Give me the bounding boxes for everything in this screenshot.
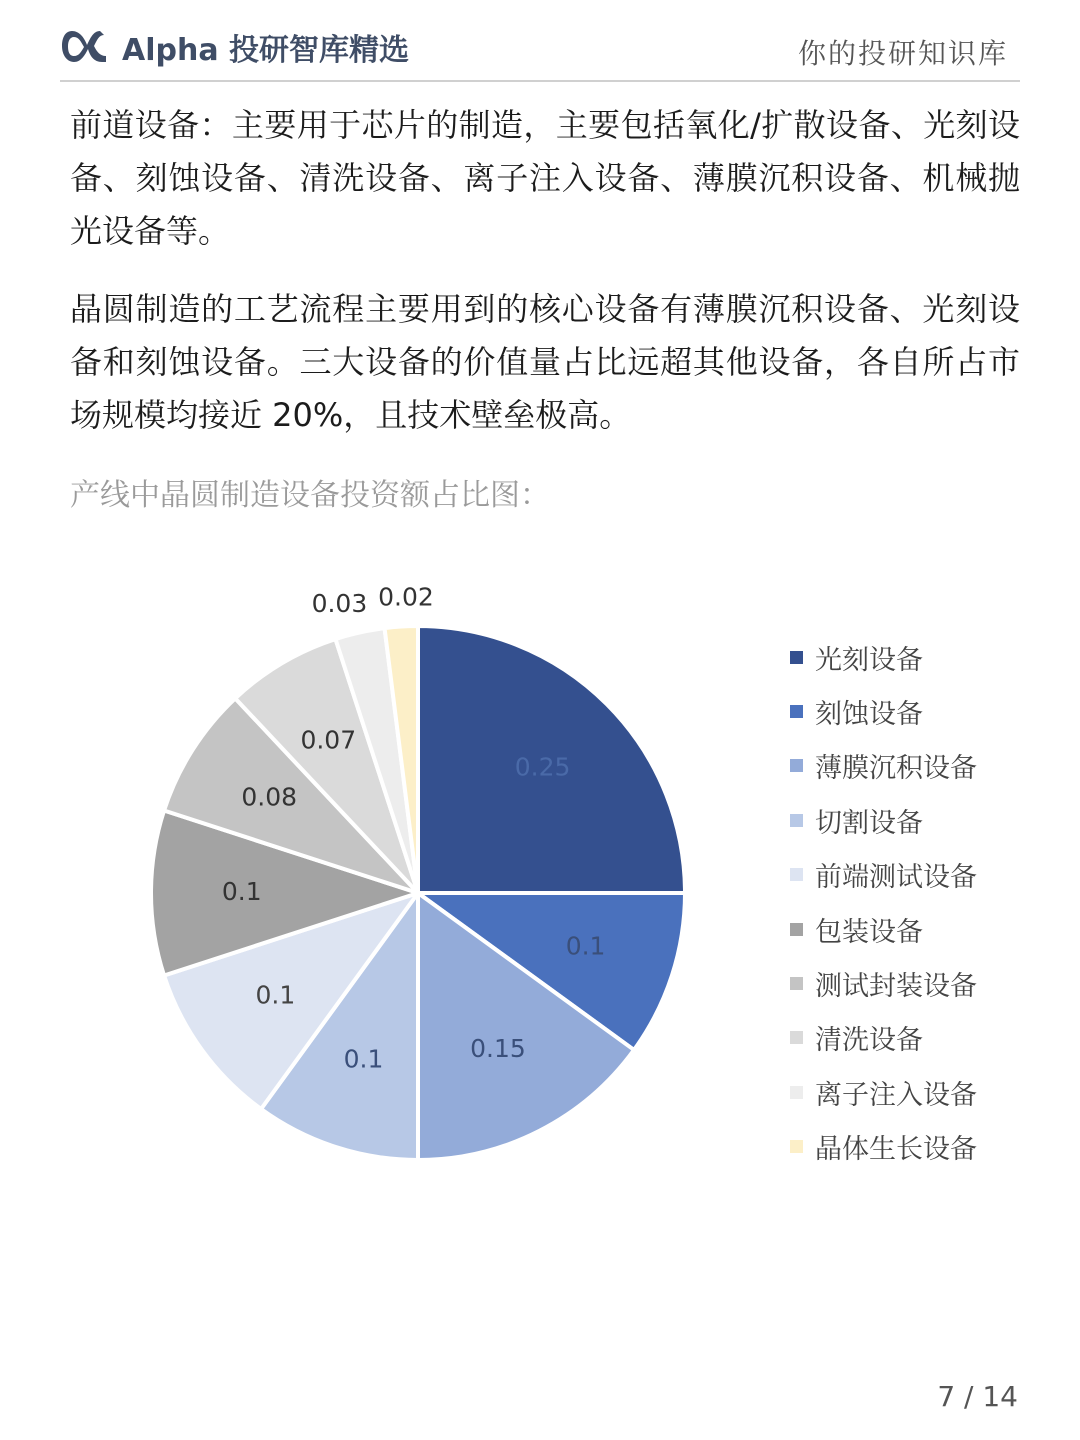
legend-item-7 [790,956,1050,1010]
legend-swatch [790,868,803,881]
pie-label-6: 0.1 [221,877,262,906]
chart-caption: 产线中晶圆制造设备投资额占比图： [70,478,550,513]
chart-legend [790,630,1050,1174]
legend-swatch [790,1140,803,1153]
brand-logo [60,22,409,72]
legend-label: 包装设备 [815,916,923,948]
pie-label-9: 0.03 [311,588,368,618]
page-number: 7 / 14 [937,1380,1018,1413]
pie-label-8: 0.07 [300,725,357,755]
legend-item-6 [790,902,1050,956]
pie-label-7: 0.08 [241,782,298,812]
legend-label: 薄膜沉积设备 [815,753,977,785]
legend-label: 清洗设备 [815,1025,923,1057]
legend-label: 切割设备 [815,807,923,839]
alpha-logo-icon [60,25,116,69]
legend-swatch [790,923,803,936]
legend-item-9 [790,1065,1050,1119]
legend-swatch [790,759,803,772]
legend-swatch [790,705,803,718]
legend-label: 前端测试设备 [815,862,977,894]
pie-label-2: 0.1 [565,931,606,961]
legend-item-8 [790,1011,1050,1065]
legend-item-5 [790,848,1050,902]
paragraph-front-end-equipment: 前道设备：主要用于芯片的制造，主要包括氧化/扩散设备、光刻设备、刻蚀设备、清洗设备、离子注入设备、薄膜沉积设备、机械抛光设备等。 [70,106,1020,250]
legend-swatch [790,814,803,827]
legend-item-2 [790,684,1050,738]
legend-swatch [790,651,803,664]
legend-label: 刻蚀设备 [815,699,923,731]
legend-label: 光刻设备 [815,644,923,676]
pie-label-10: 0.02 [378,582,434,612]
pie-chart [0,540,1080,1220]
brand-name: Alpha 投研智库精选 [122,33,410,68]
page-header [60,18,1020,82]
pie-label-3: 0.15 [470,1034,526,1063]
legend-swatch [790,1086,803,1099]
pie-label-4: 0.1 [343,1044,384,1074]
pie-label-1: 0.25 [514,752,571,782]
legend-label: 晶体生长设备 [815,1134,977,1166]
pie-label-5: 0.1 [255,980,296,1010]
legend-item-1 [790,630,1050,684]
legend-item-4 [790,793,1050,847]
legend-item-3 [790,739,1050,793]
legend-item-10 [790,1120,1050,1174]
paragraph-core-equipment: 晶圆制造的工艺流程主要用到的核心设备有薄膜沉积设备、光刻设备和刻蚀设备。三大设备的价值量占比远超其他设备，各自所占市场规模均接近 20%，且技术壁垒极高。 [70,290,1020,434]
legend-swatch [790,977,803,990]
pie-chart-svg [0,540,780,1220]
legend-label: 离子注入设备 [815,1079,977,1111]
header-tagline: 你的投研知识库 [797,37,1008,70]
legend-swatch [790,1031,803,1044]
legend-label: 测试封装设备 [815,971,977,1003]
